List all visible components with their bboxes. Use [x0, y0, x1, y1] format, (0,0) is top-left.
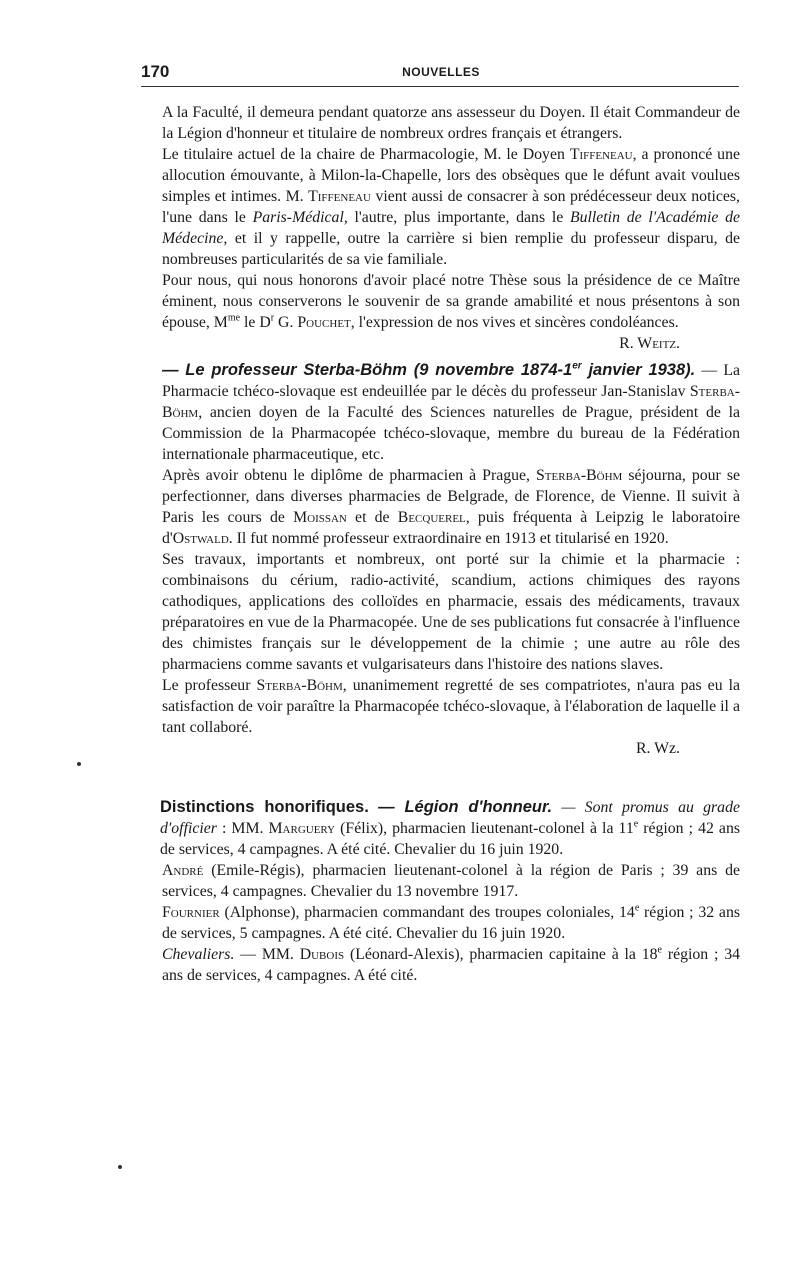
person-name: Dubois	[299, 946, 345, 963]
text-run: région ; 42 ans de services, 4 campagnes. A été cité. Chevalier du 16 juin 1920.	[160, 820, 740, 858]
article1-paragraph-1	[162, 102, 740, 144]
person-name: Ostwald	[172, 530, 229, 547]
text-run: . Il fut nommé professeur extraordinaire en 1913 et titularisé en 1920.	[228, 530, 669, 547]
article1-paragraph-2	[162, 144, 740, 270]
text-run: séjourna, pour se perfectionner, dans diverses pharmacies de Belgrade, de Florence, de Vienne. Il suivit à Paris les cours de	[162, 467, 740, 526]
text-run: et il y rappelle, outre la carrière si bien remplie du professeur disparu, de nombreuses particularités de sa vie familiale.	[162, 230, 740, 268]
text-run: (Félix), pharmacien lieutenant-colonel à la 11	[335, 820, 634, 837]
person-name: Pouchet	[297, 314, 351, 331]
print-speck	[118, 1165, 122, 1169]
text-run: , puis fréquenta à Leipzig le laboratoire d'	[162, 509, 740, 547]
text-run: région ; 32 ans de services, 5 campagnes. A été cité. Chevalier du 16 juin 1920.	[162, 904, 740, 942]
article2-signature: R. Wz.	[635, 740, 680, 757]
body-text	[162, 102, 740, 986]
section-label: Chevaliers.	[162, 946, 235, 963]
text-run: Ses travaux, importants et nombreux, ont porté sur la chimie et la pharmacie : combinaisons du cérium, radio-activité, scandium, actions chimiques des rayons cathodiques, applications des colloïdes en pharmacie, essais des médicaments, travaux préparatoires en vue de la Pharmacopée. Une de ses publications fut consacrée à l'influence des chimistes français sur le développement de la chimie ; une autre au rôle des pharmaciens comme savants et vulgarisateurs dans l'histoire des nations slaves.	[162, 551, 740, 673]
person-name: Tiffeneau	[308, 188, 371, 205]
person-name: Sterba-Böhm	[256, 677, 343, 694]
article2-paragraph-1	[162, 360, 740, 465]
text-run: Le professeur	[162, 677, 257, 694]
running-title: NOUVELLES	[402, 65, 480, 79]
article1-p1-text: A la Faculté, il demeura pendant quatorze ans assesseur du Doyen. Il était Commandeur de la Légion d'honneur et titulaire de nombreux ordres français et étrangers.	[162, 104, 740, 142]
superscript: er	[572, 360, 582, 372]
text-run: l'autre, plus importante, dans le	[347, 209, 570, 226]
text-run: — La Pharmacie tchéco-slovaque est endeuillée par le décès du professeur Jan-Stanislav	[162, 362, 741, 400]
text-run: Après avoir obtenu le diplôme de pharmacien à Prague,	[162, 467, 537, 484]
text-run: région ; 34 ans de services, 4 campagnes. A été cité.	[162, 946, 741, 984]
text-run: — MM.	[234, 946, 300, 963]
text-run: (Emile-Régis), pharmacien lieutenant-colonel à la région de Paris ; 39 ans de services, 4 campagnes. Chevalier du 13 novembre 1917.	[162, 862, 740, 900]
person-name: André	[162, 862, 204, 879]
superscript: me	[227, 312, 241, 324]
text-run: , l'expression de nos vives et sincères condoléances.	[350, 314, 679, 331]
person-name: Sterba-Böhm	[162, 383, 740, 421]
article3-paragraph-4	[162, 944, 740, 986]
text-run: , ancien doyen de la Faculté des Sciences naturelles de Prague, président de la Commission de la Pharmacopée tchéco-slovaque, membre du bureau de la Fédération internationale pharmaceutique, etc.	[162, 404, 740, 463]
article3-subtitle: — Légion d'honneur.	[378, 798, 553, 816]
print-speck	[77, 762, 81, 766]
superscript: e	[633, 818, 639, 830]
text-run: et de	[346, 509, 398, 526]
article2-title	[162, 361, 695, 379]
text-run: : MM.	[216, 820, 269, 837]
text-run: , a prononcé une allocution émouvante, à Milon-la-Chapelle, lors des obsèques que le défunt avait voulues simples et intimes. M.	[162, 146, 740, 205]
article2-paragraph-4	[162, 675, 740, 738]
superscript: e	[657, 944, 662, 956]
article3-title: Distinctions honorifiques.	[160, 798, 369, 816]
text-run: (Léonard-Alexis), pharmacien capitaine à la 18	[344, 946, 658, 963]
text-run: le D	[240, 314, 271, 331]
person-name: Fournier	[162, 904, 220, 921]
superscript: r	[270, 312, 275, 324]
person-name: Tiffeneau	[569, 146, 633, 163]
superscript: e	[634, 902, 640, 914]
text-run: Le titulaire actuel de la chaire de Pharmacologie, M. le Doyen	[162, 146, 570, 163]
page-number: 170	[141, 62, 170, 81]
person-name: Becquerel	[397, 509, 466, 526]
text-run: Pour nous, qui nous honorons d'avoir placé notre Thèse sous la présidence de ce Maître éminent, nous conserverons le souvenir de sa grande amabilité et nous présentons à son épouse, M	[162, 272, 740, 331]
publication-title: Bulletin de l'Académie de Médecine,	[162, 209, 740, 247]
article2-title-text-end: janvier 1938).	[581, 361, 696, 379]
text-run: (Alphonse), pharmacien commandant des troupes coloniales, 14	[219, 904, 635, 921]
article3-paragraph-2	[162, 860, 740, 902]
article2-signature-line	[162, 738, 740, 759]
article2-paragraph-3	[162, 549, 740, 675]
article3-paragraph-3	[162, 902, 740, 944]
person-name: Marguery	[268, 820, 336, 837]
text-run: , unanimement regretté de ses compatriotes, n'aura pas eu la satisfaction de voir paraître la Pharmacopée tchéco-slovaque, à l'élaboration de laquelle il a tant collaboré.	[162, 677, 740, 736]
article1-paragraph-3	[162, 270, 740, 352]
publication-title: Paris-Médical,	[252, 209, 348, 226]
person-name: Moissan	[293, 509, 347, 526]
text-run: vient aussi de consacrer à son prédécesseur deux notices, l'une dans le	[162, 188, 740, 226]
running-header	[141, 62, 741, 82]
article2-title-text: — Le professeur Sterba-Böhm (9 novembre 1874-1	[162, 361, 573, 379]
text-run: G.	[274, 314, 298, 331]
article2-paragraph-2	[162, 465, 740, 549]
article3-paragraph-1	[160, 797, 740, 860]
person-name: Sterba-Böhm	[536, 467, 623, 484]
header-rule	[141, 86, 739, 87]
article1-signature: R. Weitz.	[619, 335, 680, 352]
text-run: — Sont promus au grade d'officier	[160, 799, 740, 837]
